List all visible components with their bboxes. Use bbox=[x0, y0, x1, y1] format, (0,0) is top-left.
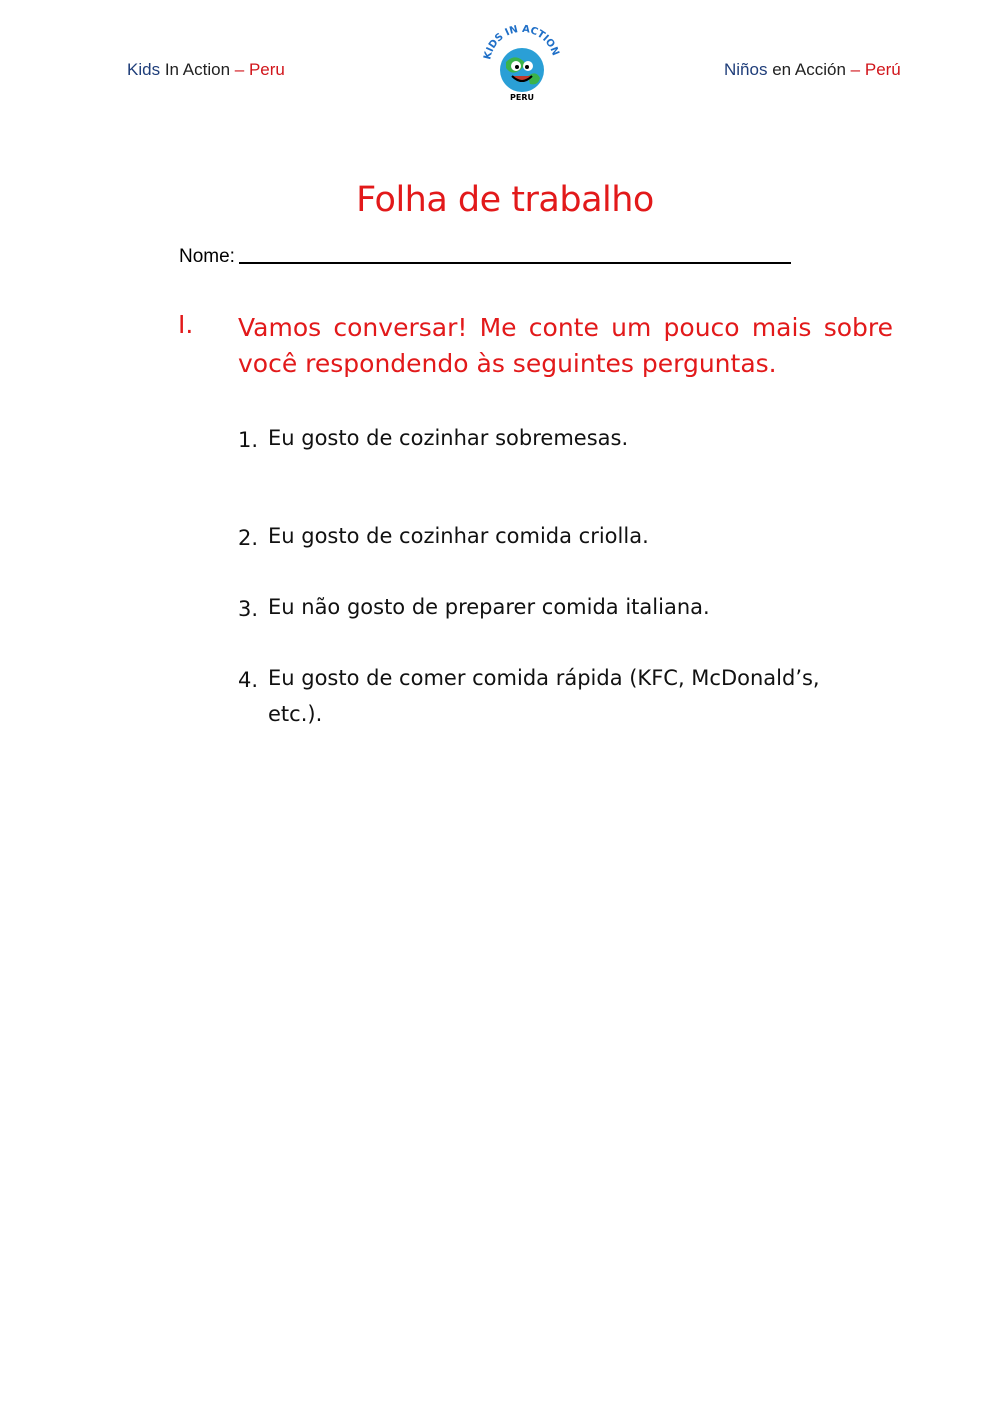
question-number: 1. bbox=[238, 428, 259, 452]
question-text: Eu gosto de comer comida rápida (KFC, McDonald’s, etc.). bbox=[268, 666, 820, 726]
question-text: Eu gosto de cozinhar comida criolla. bbox=[268, 524, 649, 548]
question-item bbox=[238, 526, 838, 554]
name-label: Nome: bbox=[179, 246, 235, 267]
header-left-kids: Kids bbox=[127, 60, 161, 79]
header-left-peru: – Peru bbox=[234, 60, 285, 79]
header-right bbox=[724, 60, 901, 80]
logo-bottom-text: PERU bbox=[510, 93, 534, 102]
section-heading bbox=[178, 310, 893, 382]
question-text: Eu gosto de cozinhar sobremesas. bbox=[268, 426, 629, 450]
question-number: 4. bbox=[238, 668, 259, 692]
question-text: Eu não gosto de preparer comida italiana. bbox=[268, 595, 710, 619]
name-blank-line[interactable] bbox=[239, 244, 791, 264]
question-number: 3. bbox=[238, 597, 259, 621]
header-right-ninos: Niños bbox=[724, 60, 768, 79]
logo-top-text: KIDS IN ACTION bbox=[482, 23, 561, 61]
header-left bbox=[127, 60, 285, 80]
header-right-en-accion: en Acción bbox=[772, 60, 846, 79]
kids-in-action-logo bbox=[476, 20, 568, 108]
name-field-row bbox=[179, 244, 791, 268]
section-text: Vamos conversar! Me conte um pouco mais sobre você respondendo às seguintes perguntas. bbox=[238, 313, 893, 378]
question-number: 2. bbox=[238, 526, 259, 550]
question-item bbox=[238, 668, 838, 732]
question-item bbox=[238, 428, 838, 456]
header-right-peru: – Perú bbox=[850, 60, 901, 79]
section-number: I. bbox=[178, 310, 194, 339]
page-title: Folha de trabalho bbox=[356, 180, 654, 220]
header-left-in-action: In Action bbox=[164, 60, 231, 79]
question-item bbox=[238, 597, 838, 625]
